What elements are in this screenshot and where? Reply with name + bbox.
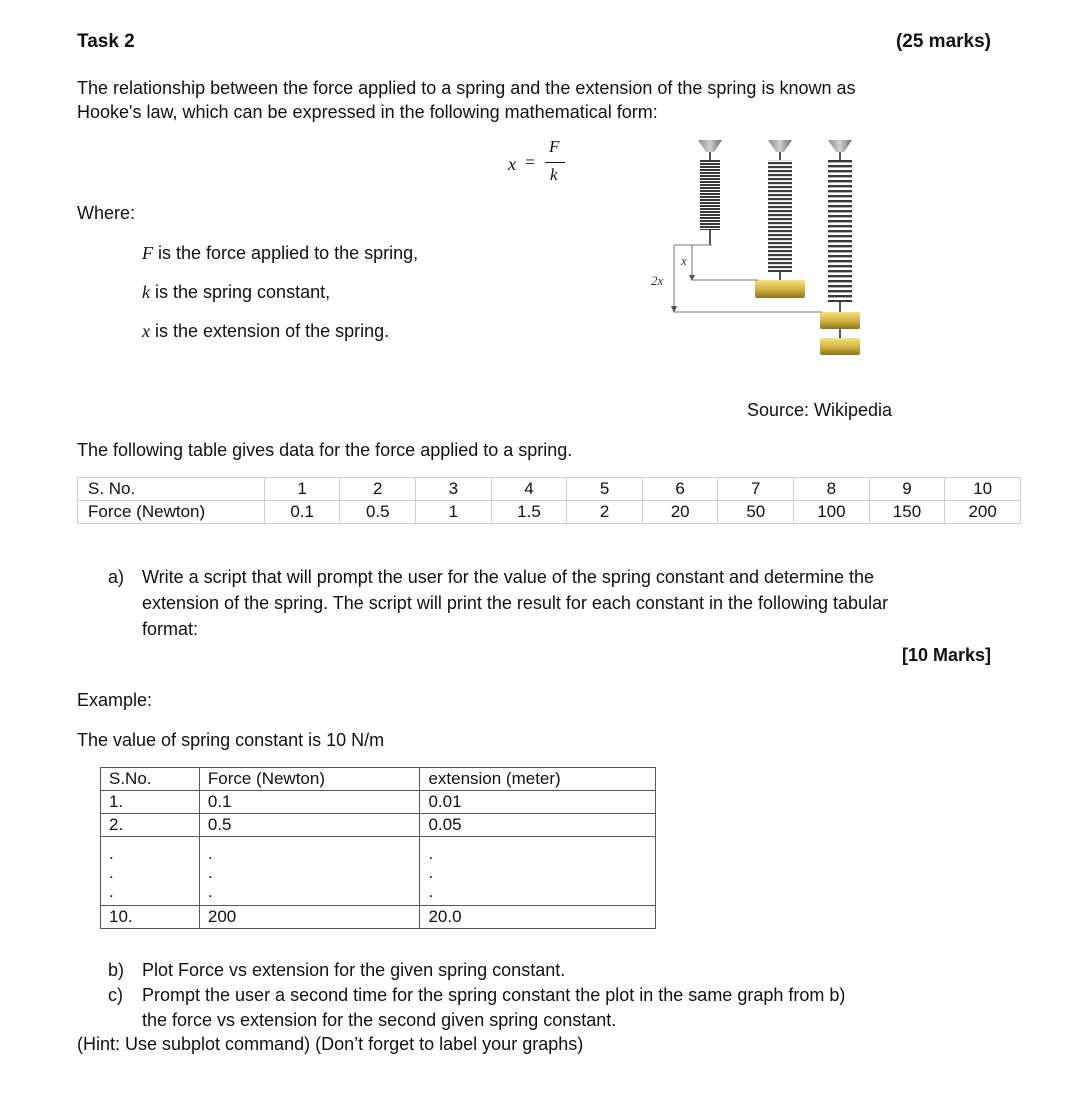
label-x: x (681, 253, 687, 268)
table-cell: 2 (340, 478, 416, 501)
formula-denominator: k (550, 165, 558, 184)
part-a-line-2: extension of the spring. The script will print the result for each constant in the following tabular (142, 593, 889, 613)
part-a-line-1: Write a script that will prompt the user for the value of the spring constant and determine the (142, 567, 875, 587)
fraction-bar (545, 162, 565, 163)
table-cell: 200 (945, 501, 1021, 524)
spring-one-weight (755, 140, 805, 298)
where-item-extension (142, 321, 389, 342)
where-item-text: is the extension of the spring. (150, 321, 390, 341)
formula-numerator: F (549, 137, 560, 156)
table-cell: 150 (869, 501, 945, 524)
table-cell: 0.1 (264, 501, 340, 524)
table-cell: 2. (101, 814, 200, 837)
spring-two-weights (820, 140, 860, 355)
table-cell: 0.1 (199, 791, 420, 814)
table-row (101, 791, 656, 814)
table-row (78, 501, 1021, 524)
label-2x: 2x (651, 273, 664, 288)
table-cell: 2 (567, 501, 643, 524)
table-cell: 5 (567, 478, 643, 501)
table-cell: 8 (794, 478, 870, 501)
table-cell: 3 (416, 478, 492, 501)
table-cell: 4 (491, 478, 567, 501)
symbol-F: F (142, 243, 153, 263)
force-data-table (77, 477, 1021, 524)
coil-icon (828, 160, 852, 302)
spring-unloaded (698, 140, 722, 245)
table-cell: 0.5 (199, 814, 420, 837)
hook-icon (828, 140, 852, 152)
ellipsis-dot: . (207, 863, 213, 882)
table-cell: 7 (718, 478, 794, 501)
ellipsis-dot: . (109, 844, 114, 863)
table-cell: 0.01 (420, 791, 656, 814)
task-title: Task 2 (77, 31, 135, 52)
weight-icon (820, 312, 860, 329)
intro-line-2: Hooke's law, which can be expressed in the following mathematical form: (77, 102, 658, 122)
where-item-text: is the force applied to the spring, (153, 243, 419, 263)
dimension-lines (674, 245, 822, 312)
table-cell: 10. (101, 906, 200, 929)
part-c-marker: c) (108, 985, 123, 1005)
table-cell (101, 837, 200, 906)
table-cell: 9 (869, 478, 945, 501)
ellipsis-dot: . (207, 882, 213, 901)
ellipsis-dot: . (428, 844, 434, 863)
table-cell: 200 (199, 906, 420, 929)
part-b-text: Plot Force vs extension for the given spring constant. (142, 960, 566, 980)
part-a-marks: [10 Marks] (901, 645, 991, 665)
table-cell: 1.5 (491, 501, 567, 524)
table-cell: 20.0 (420, 906, 656, 929)
where-item-text: is the spring constant, (150, 282, 331, 302)
table-intro: The following table gives data for the force applied to a spring. (77, 440, 573, 460)
ellipsis-dot: . (428, 863, 434, 882)
intro-line-1: The relationship between the force applied to a spring and the extension of the spring is known as (77, 78, 856, 98)
table-cell: 1. (101, 791, 200, 814)
where-item-constant (142, 282, 330, 303)
table-row (101, 768, 656, 791)
table-row (101, 906, 656, 929)
where-item-force (142, 243, 418, 264)
table-cell (420, 837, 656, 906)
table-cell (199, 837, 420, 906)
hookes-law-formula (508, 137, 568, 190)
table-cell: 1 (264, 478, 340, 501)
table-cell: 100 (794, 501, 870, 524)
symbol-x: x (142, 321, 150, 341)
task-marks: (25 marks) (895, 31, 991, 52)
weight-icon (820, 338, 860, 355)
where-label: Where: (77, 203, 136, 223)
table-header-cell: Force (Newton) (199, 768, 420, 791)
coil-icon (768, 160, 792, 272)
hook-icon (698, 140, 722, 152)
table-cell: Force (Newton) (78, 501, 265, 524)
formula-equals: = (525, 152, 536, 172)
part-a-line-3: format: (142, 619, 199, 639)
hook-icon (768, 140, 792, 152)
hint-text: (Hint: Use subplot command) (Don’t forget to label your graphs) (77, 1034, 584, 1054)
figure-source: Source: Wikipedia (747, 400, 893, 420)
table-cell: 50 (718, 501, 794, 524)
weight-icon (755, 280, 805, 298)
table-cell: S. No. (78, 478, 265, 501)
example-spring-constant: The value of spring constant is 10 N/m (77, 730, 385, 750)
table-header-cell: extension (meter) (420, 768, 656, 791)
example-output-table (100, 767, 656, 929)
table-cell: 1 (416, 501, 492, 524)
ellipsis-dot: . (428, 882, 434, 901)
ellipsis-dot: . (207, 844, 213, 863)
table-header-cell: S.No. (101, 768, 200, 791)
part-b-marker: b) (108, 960, 125, 980)
coil-icon (700, 160, 720, 230)
table-cell: 20 (642, 501, 718, 524)
table-row-ellipsis (101, 837, 656, 906)
example-label: Example: (77, 690, 153, 710)
table-cell: 0.5 (340, 501, 416, 524)
spring-figure (640, 130, 890, 370)
formula-lhs: x (508, 154, 516, 174)
table-row (101, 814, 656, 837)
part-c-line-1: Prompt the user a second time for the spring constant the plot in the same graph from b) (142, 985, 846, 1005)
table-row (78, 478, 1021, 501)
table-cell: 0.05 (420, 814, 656, 837)
symbol-k: k (142, 282, 150, 302)
part-a-marker: a) (108, 567, 125, 587)
table-cell: 10 (945, 478, 1021, 501)
table-cell: 6 (642, 478, 718, 501)
ellipsis-dot: . (109, 863, 114, 882)
ellipsis-dot: . (109, 882, 114, 901)
part-c-line-2: the force vs extension for the second given spring constant. (142, 1010, 617, 1030)
